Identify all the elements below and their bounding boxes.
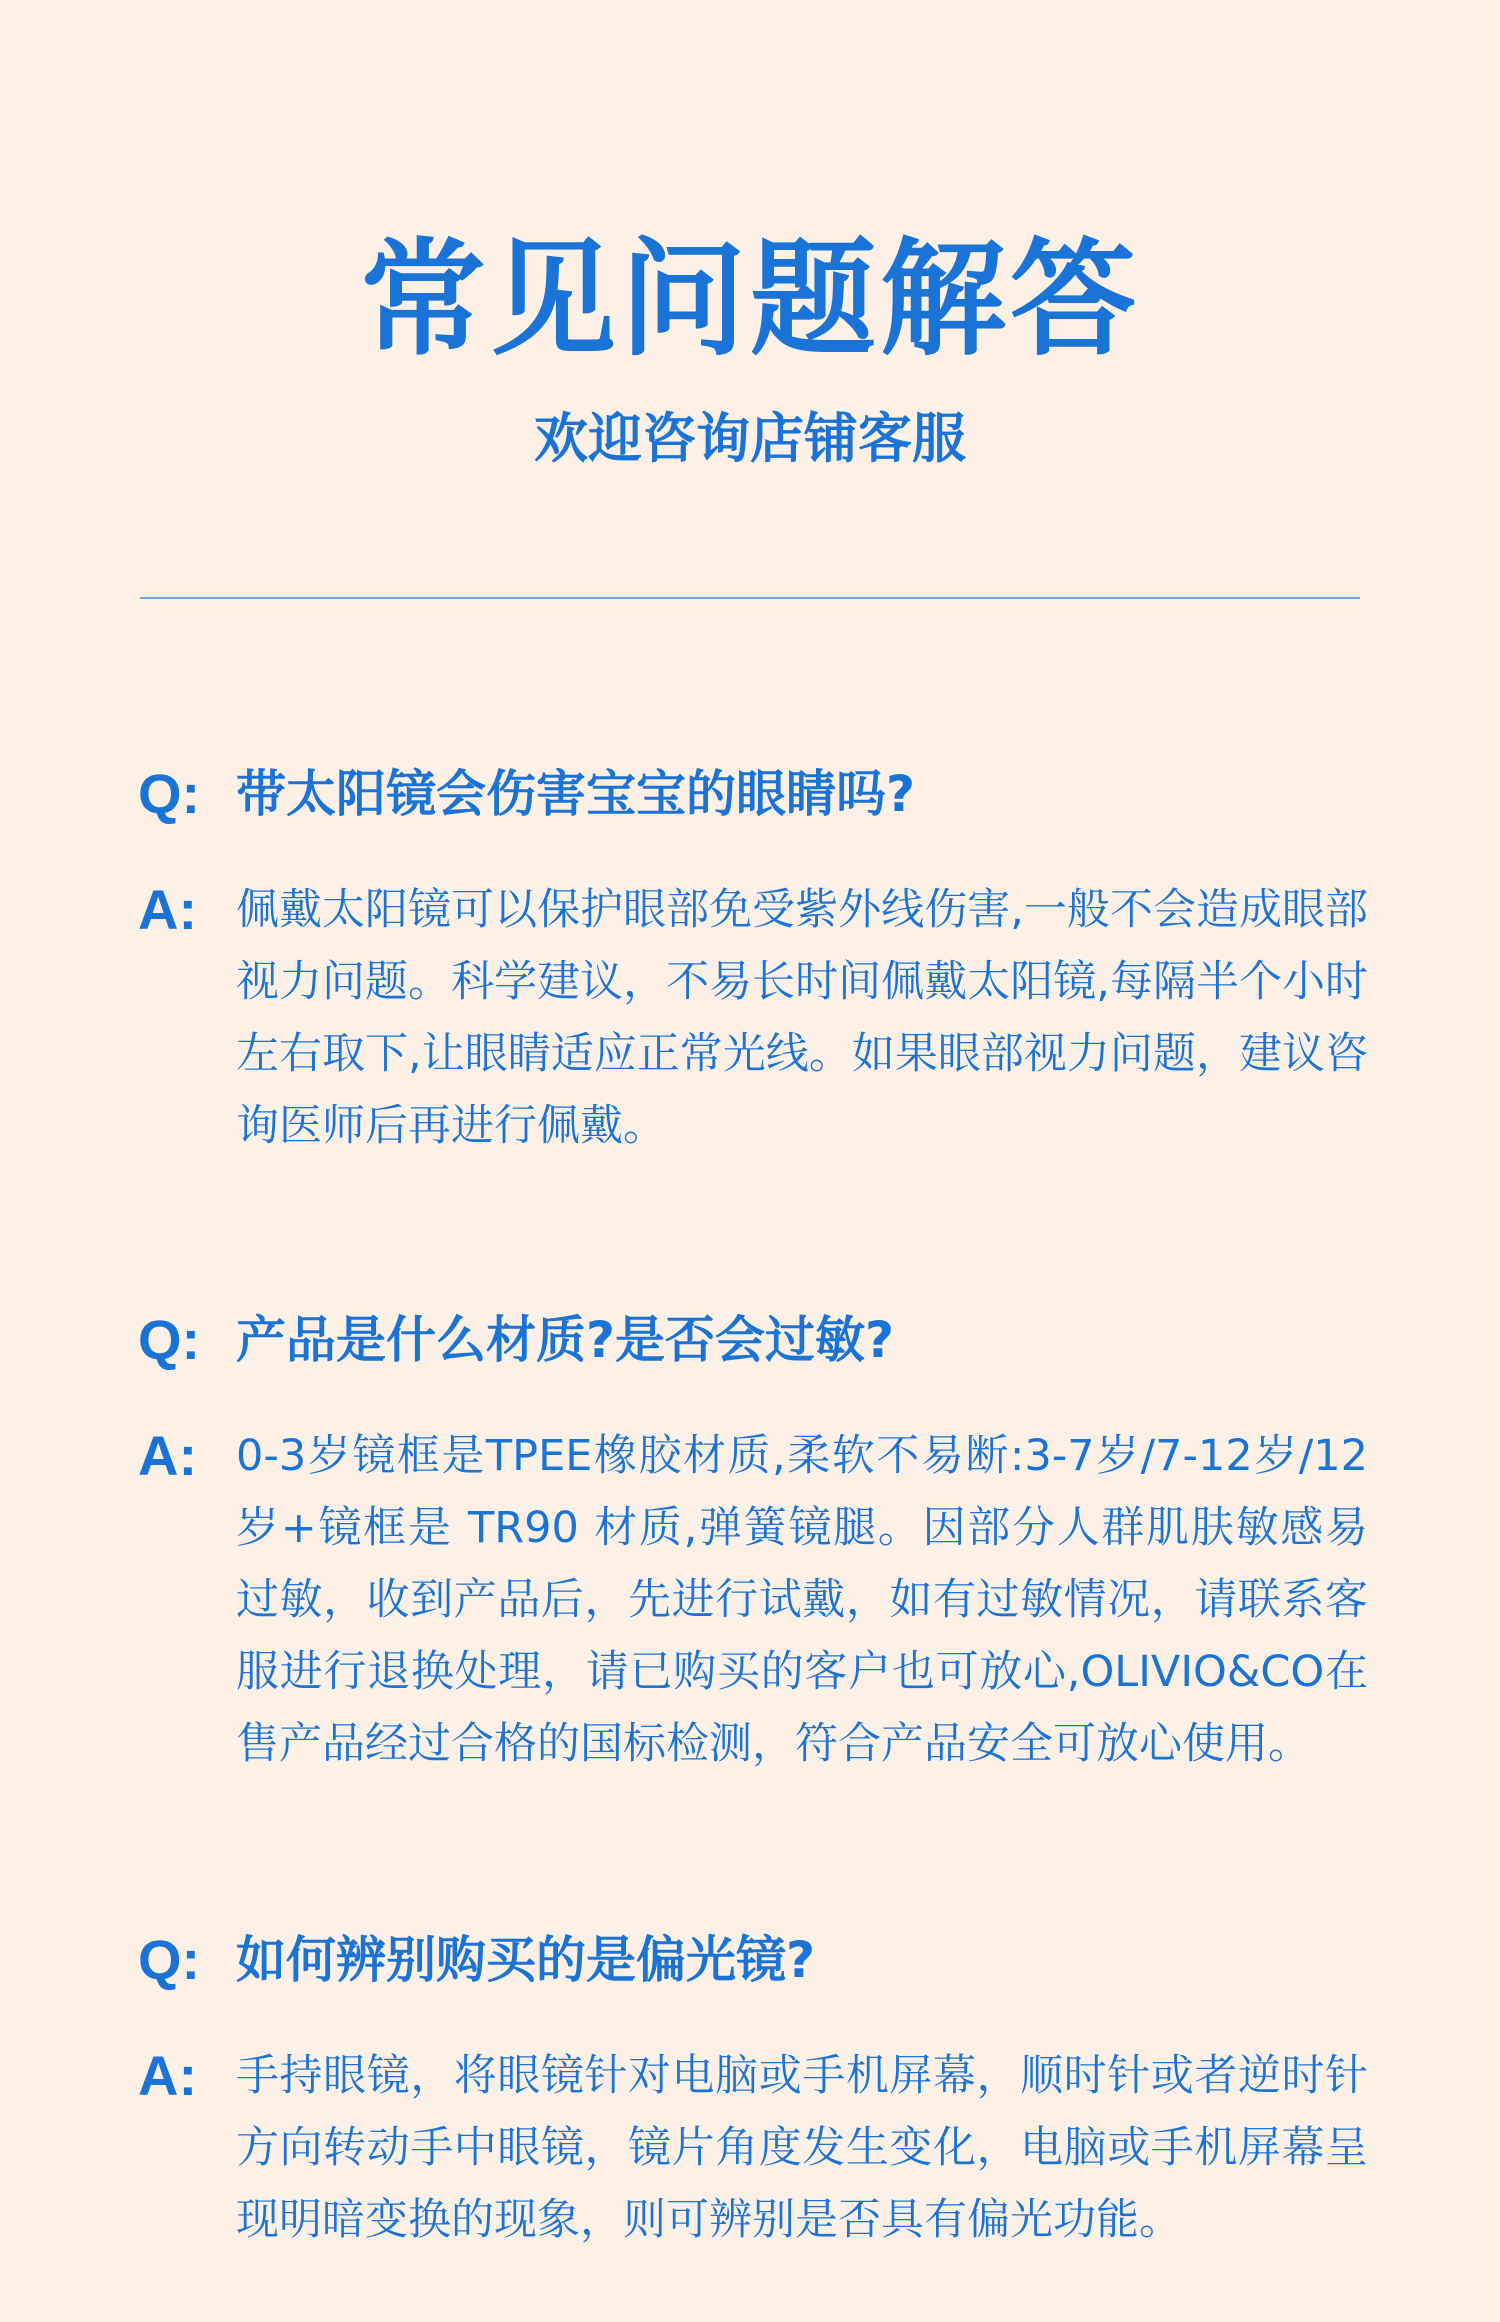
faq-answer: 0-3岁镜框是TPEE橡胶材质,柔软不易断:3-7岁/7-12岁/12岁+镜框是 TR90 材质,弹簧镜腿。因部分人群肌肤敏感易过敏，收到产品后，先进行试戴，如有过敏情况，请联系客服进行退换处理，请已购买的客户也可放心,OLIVIO&CO在售产品经过合格的国标检测，符合产品安全可放心使用。: [236, 1431, 1368, 1769]
faq-question-row: [138, 758, 1368, 830]
page-header: [0, 225, 1500, 471]
faq-item: [138, 1924, 1368, 2256]
answer-marker: A:: [138, 2044, 198, 2107]
faq-question: 如何辨别购买的是偏光镜?: [236, 1931, 816, 1989]
question-marker: Q:: [138, 1308, 201, 1371]
page-subtitle: 欢迎咨询店铺客服: [534, 407, 966, 470]
header-divider: [140, 597, 1360, 599]
answer-marker: A:: [138, 878, 198, 941]
question-marker: Q:: [138, 762, 201, 825]
faq-answer-row: [138, 874, 1368, 1162]
faq-answer-row: [138, 2040, 1368, 2256]
page-title: 常见问题解答: [360, 226, 1140, 373]
faq-answer: 佩戴太阳镜可以保护眼部免受紫外线伤害,一般不会造成眼部视力问题。科学建议，不易长时间佩戴太阳镜,每隔半个小时左右取下,让眼睛适应正常光线。如果眼部视力问题，建议咨询医师后再进行佩戴。: [236, 885, 1368, 1151]
faq-item: [138, 758, 1368, 1162]
faq-question: 产品是什么材质?是否会过敏?: [236, 1311, 895, 1369]
answer-marker: A:: [138, 1424, 198, 1487]
faq-answer-row: [138, 1420, 1368, 1780]
question-marker: Q:: [138, 1928, 201, 1991]
faq-question-row: [138, 1304, 1368, 1376]
faq-question: 带太阳镜会伤害宝宝的眼睛吗?: [236, 765, 916, 823]
faq-answer: 手持眼镜，将眼镜针对电脑或手机屏幕，顺时针或者逆时针方向转动手中眼镜，镜片角度发生变化，电脑或手机屏幕呈现明暗变换的现象，则可辨别是否具有偏光功能。: [236, 2051, 1368, 2245]
faq-item: [138, 1304, 1368, 1780]
faq-question-row: [138, 1924, 1368, 1996]
